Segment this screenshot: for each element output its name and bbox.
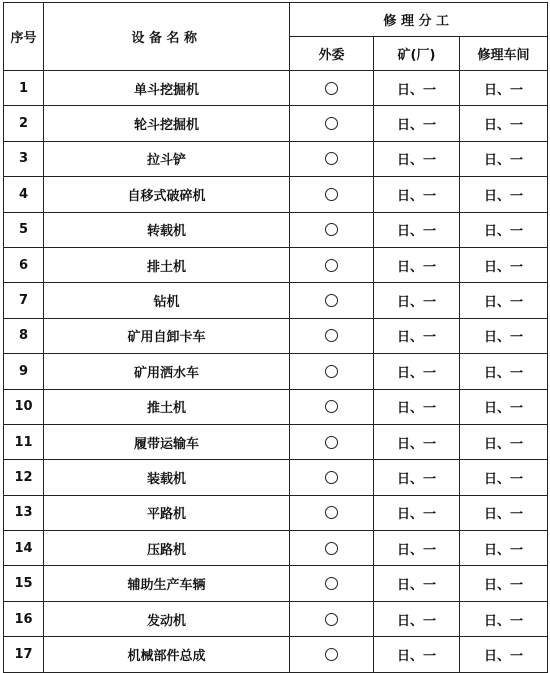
workshop-value: 日、一 (460, 71, 548, 106)
row-number: 12 (4, 460, 44, 495)
equipment-name: 推土机 (44, 389, 290, 424)
outsource-mark (290, 318, 374, 353)
circle-icon (325, 577, 338, 590)
mine-factory-value: 日、一 (374, 531, 460, 566)
outsource-mark (290, 601, 374, 636)
header-mine-factory: 矿(厂) (374, 37, 460, 71)
workshop-value: 日、一 (460, 177, 548, 212)
mine-factory-value: 日、一 (374, 637, 460, 672)
equipment-name: 装载机 (44, 460, 290, 495)
circle-icon (325, 223, 338, 236)
mine-factory-value: 日、一 (374, 460, 460, 495)
mine-factory-value: 日、一 (374, 247, 460, 282)
equipment-name: 排土机 (44, 247, 290, 282)
row-number: 6 (4, 247, 44, 282)
equipment-name: 机械部件总成 (44, 637, 290, 672)
workshop-value: 日、一 (460, 318, 548, 353)
row-number: 9 (4, 354, 44, 389)
workshop-value: 日、一 (460, 460, 548, 495)
equipment-name: 履带运输车 (44, 424, 290, 459)
table-row (4, 212, 548, 247)
circle-icon (325, 506, 338, 519)
mine-factory-value: 日、一 (374, 71, 460, 106)
equipment-name: 拉斗铲 (44, 141, 290, 176)
equipment-name: 平路机 (44, 495, 290, 530)
repair-division-table (3, 2, 548, 673)
mine-factory-value: 日、一 (374, 424, 460, 459)
outsource-mark (290, 212, 374, 247)
circle-icon (325, 259, 338, 272)
table-row (4, 354, 548, 389)
table-header (4, 3, 548, 71)
row-number: 16 (4, 601, 44, 636)
table-row (4, 283, 548, 318)
circle-icon (325, 117, 338, 130)
table-row (4, 318, 548, 353)
workshop-value: 日、一 (460, 601, 548, 636)
table-row (4, 424, 548, 459)
workshop-value: 日、一 (460, 141, 548, 176)
circle-icon (325, 329, 338, 342)
workshop-value: 日、一 (460, 531, 548, 566)
circle-icon (325, 542, 338, 555)
row-number: 11 (4, 424, 44, 459)
mine-factory-value: 日、一 (374, 141, 460, 176)
equipment-name: 辅助生产车辆 (44, 566, 290, 601)
circle-icon (325, 365, 338, 378)
outsource-mark (290, 283, 374, 318)
table-row (4, 601, 548, 636)
table-row (4, 141, 548, 176)
table-row (4, 389, 548, 424)
table-row (4, 637, 548, 672)
circle-icon (325, 294, 338, 307)
mine-factory-value: 日、一 (374, 283, 460, 318)
mine-factory-value: 日、一 (374, 495, 460, 530)
circle-icon (325, 648, 338, 661)
workshop-value: 日、一 (460, 637, 548, 672)
equipment-name: 压路机 (44, 531, 290, 566)
row-number: 7 (4, 283, 44, 318)
mine-factory-value: 日、一 (374, 566, 460, 601)
outsource-mark (290, 106, 374, 141)
row-number: 17 (4, 637, 44, 672)
outsource-mark (290, 566, 374, 601)
equipment-name: 轮斗挖掘机 (44, 106, 290, 141)
table-row (4, 177, 548, 212)
header-seq: 序号 (4, 3, 44, 71)
outsource-mark (290, 354, 374, 389)
mine-factory-value: 日、一 (374, 106, 460, 141)
row-number: 14 (4, 531, 44, 566)
mine-factory-value: 日、一 (374, 601, 460, 636)
row-number: 1 (4, 71, 44, 106)
workshop-value: 日、一 (460, 566, 548, 601)
table-row (4, 71, 548, 106)
workshop-value: 日、一 (460, 389, 548, 424)
circle-icon (325, 400, 338, 413)
outsource-mark (290, 495, 374, 530)
equipment-name: 矿用自卸卡车 (44, 318, 290, 353)
table-body (4, 71, 548, 673)
row-number: 4 (4, 177, 44, 212)
table-row (4, 495, 548, 530)
mine-factory-value: 日、一 (374, 354, 460, 389)
row-number: 10 (4, 389, 44, 424)
row-number: 2 (4, 106, 44, 141)
table-row (4, 247, 548, 282)
outsource-mark (290, 177, 374, 212)
circle-icon (325, 613, 338, 626)
table-row (4, 531, 548, 566)
mine-factory-value: 日、一 (374, 318, 460, 353)
outsource-mark (290, 531, 374, 566)
workshop-value: 日、一 (460, 354, 548, 389)
outsource-mark (290, 460, 374, 495)
header-workshop: 修理车间 (460, 37, 548, 71)
outsource-mark (290, 424, 374, 459)
workshop-value: 日、一 (460, 106, 548, 141)
outsource-mark (290, 637, 374, 672)
workshop-value: 日、一 (460, 495, 548, 530)
header-equipment-name: 设备名称 (44, 3, 290, 71)
header-outsource: 外委 (290, 37, 374, 71)
workshop-value: 日、一 (460, 424, 548, 459)
row-number: 8 (4, 318, 44, 353)
outsource-mark (290, 389, 374, 424)
circle-icon (325, 471, 338, 484)
mine-factory-value: 日、一 (374, 177, 460, 212)
workshop-value: 日、一 (460, 247, 548, 282)
table-row (4, 106, 548, 141)
circle-icon (325, 188, 338, 201)
equipment-name: 转载机 (44, 212, 290, 247)
table-row (4, 460, 548, 495)
outsource-mark (290, 141, 374, 176)
table-row (4, 566, 548, 601)
mine-factory-value: 日、一 (374, 212, 460, 247)
workshop-value: 日、一 (460, 283, 548, 318)
row-number: 3 (4, 141, 44, 176)
outsource-mark (290, 71, 374, 106)
equipment-name: 单斗挖掘机 (44, 71, 290, 106)
row-number: 15 (4, 566, 44, 601)
header-repair-division: 修理分工 (290, 3, 548, 37)
circle-icon (325, 82, 338, 95)
workshop-value: 日、一 (460, 212, 548, 247)
outsource-mark (290, 247, 374, 282)
row-number: 5 (4, 212, 44, 247)
row-number: 13 (4, 495, 44, 530)
mine-factory-value: 日、一 (374, 389, 460, 424)
equipment-name: 钻机 (44, 283, 290, 318)
circle-icon (325, 152, 338, 165)
equipment-name: 发动机 (44, 601, 290, 636)
circle-icon (325, 436, 338, 449)
equipment-name: 自移式破碎机 (44, 177, 290, 212)
equipment-name: 矿用洒水车 (44, 354, 290, 389)
